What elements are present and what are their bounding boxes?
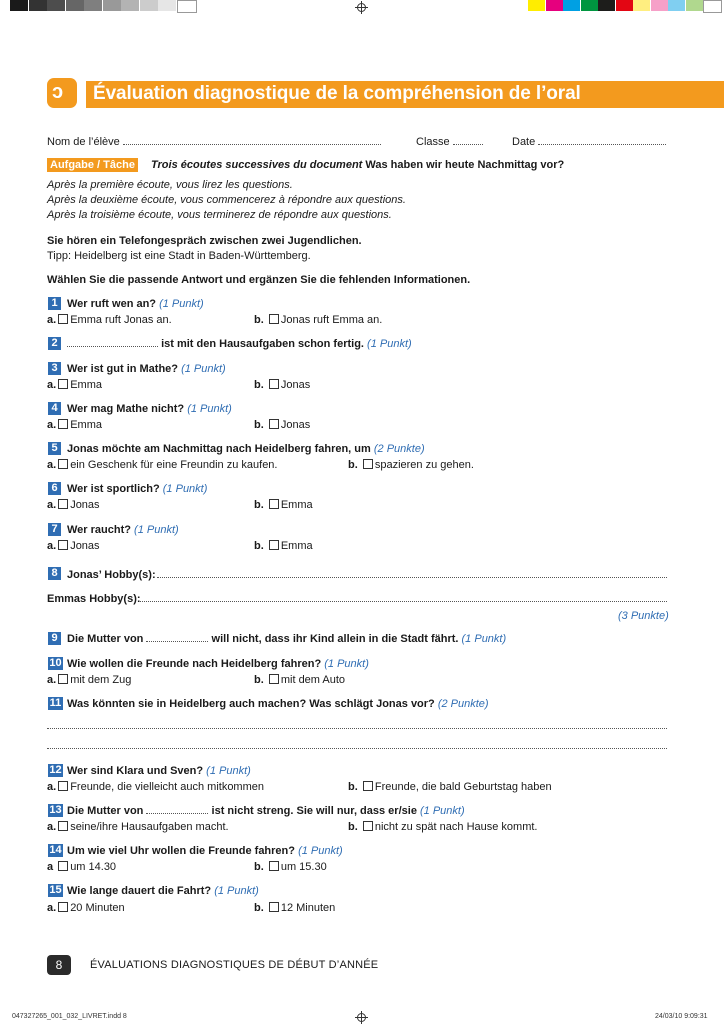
- q10-option-b[interactable]: [254, 673, 345, 687]
- option-text: Freunde, die bald Geburtstag haben: [374, 781, 552, 793]
- gray-swatch: [121, 0, 139, 11]
- checkbox[interactable]: [58, 781, 68, 791]
- step-2: Après la deuxième écoute, vous commencerez à répondre aux questions.: [47, 194, 406, 206]
- option-text: Emma: [280, 540, 313, 552]
- checkbox[interactable]: [58, 419, 68, 429]
- checkbox[interactable]: [363, 781, 373, 791]
- question-15-text: Wie lange dauert die Fahrt?: [67, 885, 212, 897]
- color-swatch: [686, 0, 703, 11]
- emma-hobby-line[interactable]: [140, 601, 667, 602]
- question-number-10: 10: [49, 657, 62, 669]
- option-label: b.: [254, 499, 264, 511]
- question-3-points: (1 Punkt): [181, 363, 226, 375]
- nom-label-row: [47, 135, 381, 149]
- checkbox[interactable]: [269, 419, 279, 429]
- question-number-7: 7: [48, 523, 61, 536]
- q4-option-b[interactable]: [254, 418, 310, 432]
- question-number-5: 5: [48, 442, 61, 455]
- option-label: b.: [254, 861, 264, 873]
- checkbox[interactable]: [363, 459, 373, 469]
- option-text: 20 Minuten: [70, 902, 125, 914]
- option-label: a.: [47, 499, 57, 511]
- question-12-points: (1 Punkt): [206, 765, 251, 777]
- question-number-11: 11: [49, 697, 62, 709]
- question-1-text: Wer ruft wen an?: [67, 298, 157, 310]
- instruction-title: Was haben wir heute Nachmittag vor?: [365, 159, 565, 171]
- option-label: b.: [348, 781, 358, 793]
- option-label: b.: [254, 540, 264, 552]
- question-9-pre: Die Mutter von: [67, 633, 144, 645]
- option-text: Emma: [70, 379, 102, 391]
- question-10-text: Wie wollen die Freunde nach Heidelberg fahren?: [67, 658, 322, 670]
- checkbox[interactable]: [58, 821, 68, 831]
- question-12: [67, 764, 251, 778]
- step-3: Après la troisième écoute, vous terminerez de répondre aux questions.: [47, 209, 392, 221]
- classe-label-row: [416, 135, 483, 149]
- question-number-12: 12: [49, 764, 62, 776]
- question-11-text: Was könnten sie in Heidelberg auch machen? Was schlägt Jonas vor?: [67, 698, 435, 710]
- q10-option-a[interactable]: [47, 673, 131, 687]
- option-text: Emma: [280, 499, 313, 511]
- checkbox[interactable]: [58, 499, 68, 509]
- checkbox[interactable]: [269, 674, 279, 684]
- aufgabe-badge: Aufgabe / Tâche: [47, 158, 138, 172]
- question-15: [67, 884, 259, 898]
- question-10-points: (1 Punkt): [324, 658, 369, 670]
- question-14: [67, 844, 343, 858]
- q7-option-a[interactable]: [47, 539, 100, 553]
- q15-option-b[interactable]: [254, 901, 335, 915]
- question-4-points: (1 Punkt): [187, 403, 232, 415]
- question-9-post: will nicht, dass ihr Kind allein in die Stadt fährt.: [211, 633, 459, 645]
- registration-mark-icon: [355, 1, 368, 14]
- option-label: b.: [254, 314, 264, 326]
- color-swatch: [616, 0, 633, 11]
- question-number-13: 13: [49, 804, 62, 816]
- question-8-text-2: Emmas Hobby(s):: [47, 593, 141, 605]
- option-label: a.: [47, 902, 57, 914]
- question-10: [67, 657, 369, 671]
- option-label: a.: [47, 674, 57, 686]
- option-text: Freunde, die vielleicht auch mitkommen: [70, 781, 264, 793]
- option-label: a.: [47, 821, 57, 833]
- question-9-points: (1 Punkt): [461, 633, 507, 645]
- nom-label: Nom de l’élève: [47, 136, 120, 148]
- q3-option-a[interactable]: [47, 378, 102, 392]
- option-label: a.: [47, 540, 57, 552]
- checkbox[interactable]: [269, 379, 279, 389]
- color-swatch: [581, 0, 598, 11]
- gray-swatch: [29, 0, 47, 11]
- option-label: b.: [254, 902, 264, 914]
- question-4-text: Wer mag Mathe nicht?: [67, 403, 185, 415]
- ear-icon-box: [47, 78, 77, 108]
- question-14-text: Um wie viel Uhr wollen die Freunde fahren?: [67, 845, 295, 857]
- question-3-text: Wer ist gut in Mathe?: [67, 363, 179, 375]
- gray-swatch: [177, 0, 197, 13]
- instruction-italic: Trois écoutes successives du document: [151, 159, 363, 171]
- checkbox[interactable]: [58, 902, 68, 912]
- color-swatch: [598, 0, 615, 11]
- option-text: Jonas ruft Emma an.: [280, 314, 383, 326]
- gray-swatch: [84, 0, 102, 11]
- checkbox[interactable]: [269, 499, 279, 509]
- option-label: b.: [348, 821, 358, 833]
- question-1: [67, 297, 204, 311]
- question-13-points: (1 Punkt): [420, 805, 465, 817]
- nom-field[interactable]: [123, 135, 381, 145]
- answer-line-2[interactable]: [47, 748, 667, 749]
- question-12-text: Wer sind Klara und Sven?: [67, 765, 204, 777]
- option-text: mit dem Auto: [280, 674, 346, 686]
- question-number-1: 1: [48, 297, 61, 310]
- file-slug: 047327265_001_032_LIVRET.indd 8: [12, 1013, 127, 1020]
- color-swatch: [633, 0, 650, 11]
- question-number-9: 9: [48, 632, 61, 645]
- checkbox[interactable]: [58, 674, 68, 684]
- gray-swatch: [10, 0, 28, 11]
- q14-option-b[interactable]: [254, 860, 327, 874]
- option-text: Jonas: [280, 419, 311, 431]
- jonas-hobby-line[interactable]: [157, 577, 667, 578]
- checkbox[interactable]: [58, 314, 68, 324]
- q1-option-b[interactable]: [254, 313, 382, 327]
- option-text: ein Geschenk für eine Freundin zu kaufen.: [70, 459, 278, 471]
- q12-option-b[interactable]: [348, 780, 552, 794]
- checkbox[interactable]: [58, 861, 68, 871]
- option-label: b.: [348, 459, 358, 471]
- question-5: [67, 442, 425, 456]
- gray-swatch: [66, 0, 84, 11]
- question-13-pre: Die Mutter von: [67, 805, 144, 817]
- page-title: Évaluation diagnostique de la compréhension de l’oral: [93, 83, 581, 104]
- option-text: 12 Minuten: [280, 902, 336, 914]
- question-5-text: Jonas möchte am Nachmittag nach Heidelberg fahren, um: [67, 443, 371, 455]
- classe-field[interactable]: [453, 135, 483, 145]
- question-14-points: (1 Punkt): [298, 845, 343, 857]
- intro-line-1: Sie hören ein Telefongespräch zwischen zwei Jugendlichen.: [47, 235, 362, 247]
- question-6-text: Wer ist sportlich?: [67, 483, 160, 495]
- question-number-4: 4: [48, 402, 61, 415]
- option-label: a.: [47, 459, 57, 471]
- option-text: seine/ihre Hausaufgaben macht.: [70, 821, 229, 833]
- question-13: [67, 804, 465, 818]
- option-label: b.: [254, 674, 264, 686]
- option-text: Jonas: [70, 540, 100, 552]
- q12-option-a[interactable]: [47, 780, 264, 794]
- gray-swatch: [103, 0, 121, 11]
- footer-title: ÉVALUATIONS DIAGNOSTIQUES DE DÉBUT D’ANNÉE: [90, 959, 379, 971]
- option-text: um 14.30: [70, 861, 117, 873]
- question-4: [67, 402, 232, 416]
- step-1: Après la première écoute, vous lirez les questions.: [47, 179, 293, 191]
- checkbox[interactable]: [58, 379, 68, 389]
- date-label-row: [512, 135, 666, 149]
- question-7-text: Wer raucht?: [67, 524, 131, 536]
- option-text: nicht zu spät nach Hause kommt.: [374, 821, 538, 833]
- q15-option-a[interactable]: [47, 901, 125, 915]
- question-11-points: (2 Punkte): [437, 698, 489, 710]
- gray-swatch: [47, 0, 65, 11]
- aufgabe-instruction: [151, 158, 564, 172]
- date-label: Date: [512, 136, 536, 148]
- option-label: a.: [47, 379, 57, 391]
- option-text: Emma: [70, 419, 102, 431]
- q4-option-a[interactable]: [47, 418, 102, 432]
- question-13-post: ist nicht streng. Sie will nur, dass er/sie: [211, 805, 417, 817]
- question-8-points: (3 Punkte): [618, 610, 669, 622]
- question-3: [67, 362, 226, 376]
- color-swatch: [528, 0, 545, 11]
- ear-icon: ↄ: [52, 81, 64, 103]
- option-text: mit dem Zug: [70, 674, 132, 686]
- question-number-14: 14: [49, 844, 62, 856]
- option-text: Jonas: [70, 499, 100, 511]
- q5-option-a[interactable]: [47, 458, 277, 472]
- question-5-points: (2 Punkte): [373, 443, 425, 455]
- question-7-points: (1 Punkt): [134, 524, 179, 536]
- q13-option-b[interactable]: [348, 820, 537, 834]
- q14-option-a[interactable]: [47, 860, 116, 874]
- color-swatch: [563, 0, 580, 11]
- option-label: b.: [254, 379, 264, 391]
- q13-option-a[interactable]: [47, 820, 229, 834]
- gray-swatch: [140, 0, 158, 11]
- intro-line-2: Tipp: Heidelberg ist eine Stadt in Baden-Württemberg.: [47, 250, 311, 262]
- date-field[interactable]: [538, 135, 666, 145]
- question-2-text: ist mit den Hausaufgaben schon fertig.: [161, 338, 364, 350]
- checkbox[interactable]: [269, 540, 279, 550]
- question-15-points: (1 Punkt): [214, 885, 259, 897]
- page-number: 8: [47, 955, 71, 975]
- question-8-text: Jonas’ Hobby(s):: [67, 569, 156, 581]
- q6-option-a[interactable]: [47, 498, 100, 512]
- answer-line-1[interactable]: [47, 728, 667, 729]
- timestamp-slug: 24/03/10 9:09:31: [655, 1013, 708, 1020]
- question-9: [67, 632, 506, 646]
- option-label: a: [47, 861, 54, 873]
- question-2-points: (1 Punkt): [367, 338, 412, 350]
- q6-option-b[interactable]: [254, 498, 313, 512]
- question-2: [67, 337, 412, 351]
- option-label: b.: [254, 419, 264, 431]
- q3-option-b[interactable]: [254, 378, 310, 392]
- question-number-15: 15: [49, 884, 62, 896]
- option-label: a.: [47, 419, 57, 431]
- checkbox[interactable]: [269, 861, 279, 871]
- gray-swatch: [158, 0, 176, 11]
- q5-option-b[interactable]: [348, 458, 474, 472]
- classe-label: Classe: [416, 136, 450, 148]
- q13-blank[interactable]: [146, 804, 208, 814]
- option-label: a.: [47, 314, 57, 326]
- question-6-points: (1 Punkt): [162, 483, 208, 495]
- intro-line-3: Wählen Sie die passende Antwort und ergänzen Sie die fehlenden Informationen.: [47, 274, 471, 286]
- checkbox[interactable]: [269, 314, 279, 324]
- question-number-3: 3: [48, 362, 61, 375]
- checkbox[interactable]: [269, 902, 279, 912]
- registration-mark-icon: [355, 1011, 368, 1024]
- color-swatch: [703, 0, 722, 13]
- option-label: a.: [47, 781, 57, 793]
- question-7: [67, 523, 179, 537]
- question-number-2: 2: [48, 337, 61, 350]
- option-text: spazieren zu gehen.: [374, 459, 474, 471]
- color-swatch: [546, 0, 563, 11]
- option-text: Jonas: [280, 379, 311, 391]
- q9-blank[interactable]: [146, 632, 208, 642]
- question-number-6: 6: [48, 482, 61, 495]
- option-text: Emma ruft Jonas an.: [70, 314, 172, 326]
- checkbox[interactable]: [363, 821, 373, 831]
- checkbox[interactable]: [58, 540, 68, 550]
- question-11: [67, 697, 489, 711]
- question-1-points: (1 Punkt): [159, 298, 204, 310]
- q1-option-a[interactable]: [47, 313, 172, 327]
- question-6: [67, 482, 207, 496]
- option-text: um 15.30: [280, 861, 327, 873]
- color-swatch: [668, 0, 685, 11]
- question-number-8: 8: [48, 567, 61, 580]
- checkbox[interactable]: [58, 459, 68, 469]
- q7-option-b[interactable]: [254, 539, 313, 553]
- q2-blank[interactable]: [67, 337, 158, 347]
- color-swatch: [651, 0, 668, 11]
